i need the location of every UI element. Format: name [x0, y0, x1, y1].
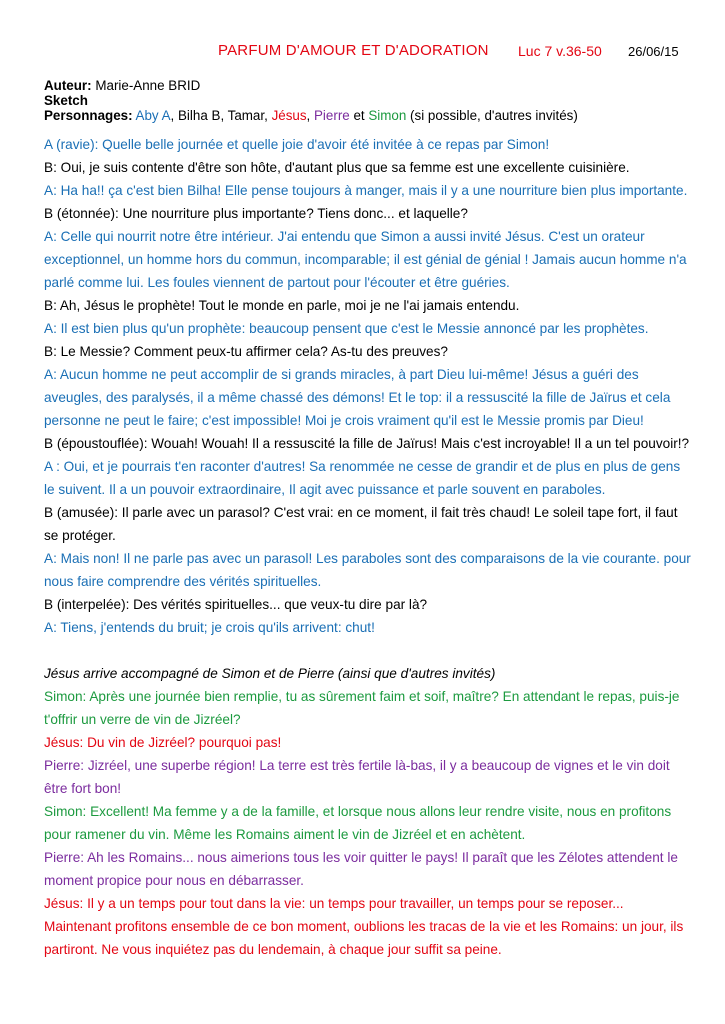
dialogue-line: Jésus: Du vin de Jizréel? pourquoi pas! [44, 735, 282, 750]
dialogue-line: A: Il est bien plus qu'un prophète: beaucoup pensent que c'est le Messie annoncé par les prophètes. [44, 321, 649, 336]
dialogue-line: exceptionnel, un homme hors du commun, incomparable; il est génial de génial ! Jamais aucun homme n'a [44, 252, 687, 267]
dialogue-line: se protéger. [44, 528, 116, 543]
character-name: Pierre [314, 108, 350, 123]
dialogue-line: B (interpelée): Des vérités spirituelles... que veux-tu dire par là? [44, 597, 428, 612]
character-name: Tamar [227, 108, 265, 123]
dialogue-line: Pierre: Jizréel, une superbe région! La terre est très fertile là-bas, il y a beaucoup de vignes et le vin doit [44, 758, 670, 773]
dialogue-line: A: Tiens, j'entends du bruit; je crois qu'ils arrivent: chut! [44, 620, 375, 635]
dialogue-line: B: Oui, je suis contente d'être son hôte, d'autant plus que sa femme est une excellente cuisinière. [44, 160, 630, 175]
genre-line [44, 93, 578, 108]
author-label: Auteur: [44, 78, 92, 93]
dialogue-line: Jésus: Il y a un temps pour tout dans la vie: un temps pour travailler, un temps pour se reposer... [44, 896, 624, 911]
dialogue-body [44, 133, 694, 961]
author-name: Marie-Anne BRID [95, 78, 201, 93]
dialogue-line: parlé comme lui. Les foules viennent de partout pour l'écouter et être guéries. [44, 275, 510, 290]
dialogue-line: être fort bon! [44, 781, 122, 796]
document-date: 26/06/15 [628, 44, 679, 59]
dialogue-line: Simon: Excellent! Ma femme y a de la famille, et lorsque nous allons leur rendre visite, nous en profitons [44, 804, 672, 819]
character-name: Jésus [271, 108, 307, 123]
characters-line [44, 108, 578, 123]
stage-direction: Jésus arrive accompagné de Simon et de Pierre (ainsi que d'autres invités) [44, 666, 496, 681]
character-name: Bilha B [178, 108, 221, 123]
author-line [44, 78, 578, 93]
blank-line [44, 639, 694, 662]
dialogue-line: A: Mais non! Il ne parle pas avec un parasol! Les paraboles sont des comparaisons de la vie courante. pour [44, 551, 691, 566]
characters-note: (si possible, d'autres invités) [410, 108, 578, 123]
dialogue-line: aveugles, des paralysés, il a même chassé des démons! Et le top: il a ressuscité la fille de Jaïrus et cela [44, 390, 671, 405]
dialogue-line: Pierre: Ah les Romains... nous aimerions tous les voir quitter le pays! Il paraît que les Zélotes attendent le [44, 850, 678, 865]
dialogue-line: A: Aucun homme ne peut accomplir de si grands miracles, à part Dieu lui-même! Jésus a guéri des [44, 367, 639, 382]
dialogue-line: A: Celle qui nourrit notre être intérieur. J'ai entendu que Simon a aussi invité Jésus. C'est un orateur [44, 229, 645, 244]
dialogue-line: A: Ha ha!! ça c'est bien Bilha! Elle pense toujours à manger, mais il y a une nourriture bien plus importante. [44, 183, 688, 198]
dialogue-line: moment propice pour nous en débarrasser. [44, 873, 304, 888]
document-meta [44, 78, 578, 123]
dialogue-line: pour ramener du vin. Même les Romains aiment le vin de Jizréel et en achètent. [44, 827, 526, 842]
character-name: Aby A [135, 108, 171, 123]
dialogue-line: t'offrir un verre de vin de Jizréel? [44, 712, 241, 727]
dialogue-line: B (amusée): Il parle avec un parasol? C'est vrai: en ce moment, il fait très chaud! Le soleil tape fort, il faut [44, 505, 678, 520]
dialogue-line: partiront. Ne vous inquiétez pas du lendemain, à chaque jour suffit sa peine. [44, 942, 502, 957]
characters-list: Aby A, Bilha B, Tamar, Jésus, Pierre et Simon [135, 108, 407, 123]
dialogue-line: B (époustouflée): Wouah! Wouah! Il a ressuscité la fille de Jaïrus! Mais c'est incroyable! Il a un tel pouvoir!? [44, 436, 690, 451]
dialogue-line: B (étonnée): Une nourriture plus importante? Tiens donc... et laquelle? [44, 206, 468, 221]
dialogue-line: B: Ah, Jésus le prophète! Tout le monde en parle, moi je ne l'ai jamais entendu. [44, 298, 520, 313]
bible-reference: Luc 7 v.36-50 [518, 43, 602, 59]
dialogue-line: personne ne peut le faire; c'est impossible! Moi je crois vraiment qu'il est le Messie promis par Dieu! [44, 413, 644, 428]
dialogue-line: A (ravie): Quelle belle journée et quelle joie d'avoir été invitée à ce repas par Simon! [44, 137, 550, 152]
dialogue-line: A : Oui, et je pourrais t'en raconter d'autres! Sa renommée ne cesse de grandir et de plus en plus de gens [44, 459, 681, 474]
genre-label: Sketch [44, 93, 88, 108]
dialogue-line: nous faire comprendre des vérités spirituelles. [44, 574, 322, 589]
dialogue-line: le suivent. Il a un pouvoir extraordinaire, Il agit avec puissance et parle souvent en paraboles. [44, 482, 606, 497]
page-header [0, 42, 725, 64]
document-title: PARFUM D'AMOUR ET D'ADORATION [218, 42, 489, 59]
character-name: Simon [368, 108, 407, 123]
characters-label: Personnages: [44, 108, 133, 123]
dialogue-line: B: Le Messie? Comment peux-tu affirmer cela? As-tu des preuves? [44, 344, 448, 359]
dialogue-line: Maintenant profitons ensemble de ce bon moment, oublions les tracas de la vie et les Romains: un jour, ils [44, 919, 684, 934]
dialogue-line: Simon: Après une journée bien remplie, tu as sûrement faim et soif, maître? En attendant le repas, puis-je [44, 689, 680, 704]
